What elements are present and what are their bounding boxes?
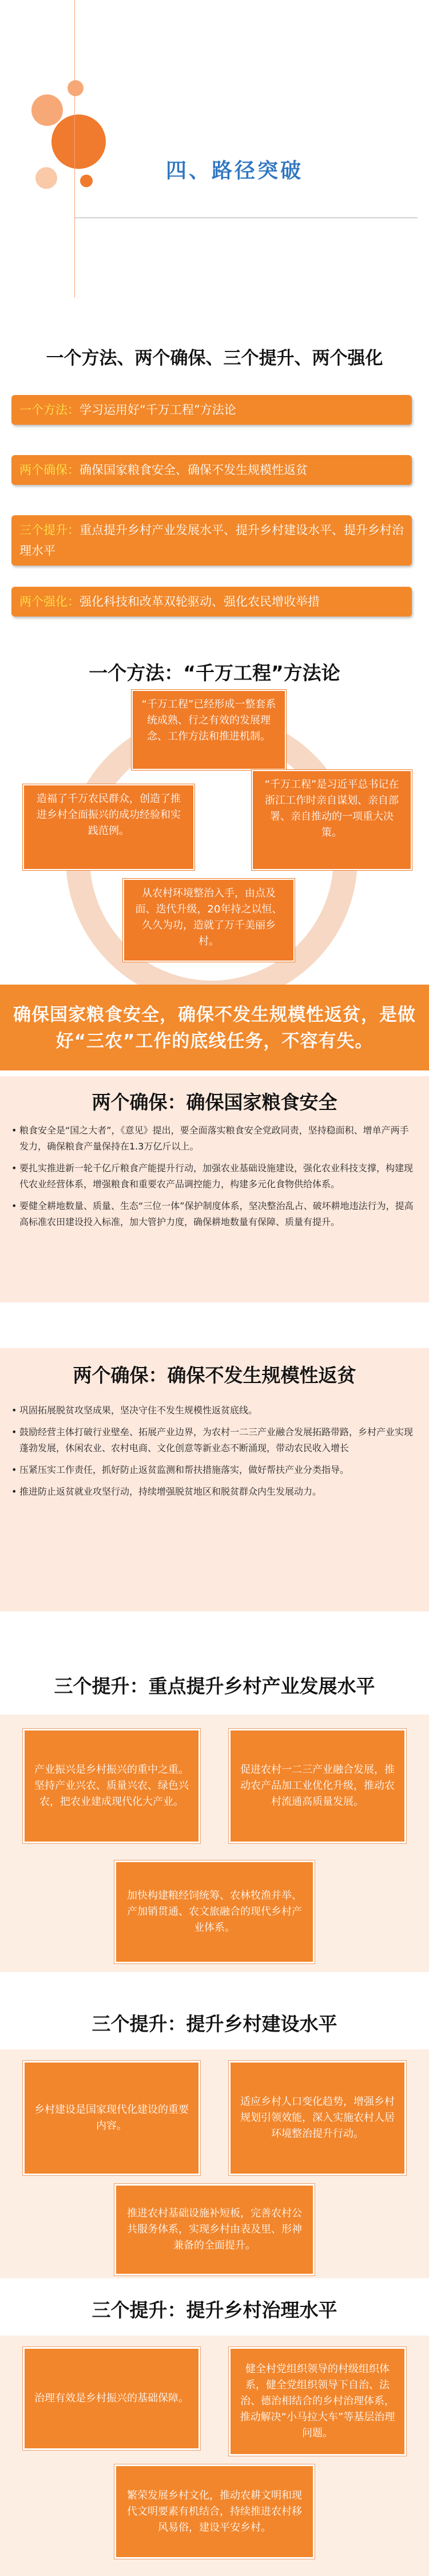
industry-box-1: 产业振兴是乡村振兴的重中之重。坚持产业兴农、质量兴农、绿色兴农，把农业建成现代化大产业。	[23, 1729, 200, 1843]
construction-heading: 三个提升：提升乡村建设水平	[92, 2013, 337, 2035]
list-item: • 粮食安全是“国之大者”，《意见》提出，要全面落实粮食安全党政同责，坚持稳面积、增单产两手发力，确保粮食产量保持在1.3万亿斤以上。	[11, 1123, 418, 1155]
method-heading: 一个方法：“千万工程”方法论	[89, 662, 340, 684]
governance-box-2: 健全村党组织领导的村级组织体系，健全党组织领导下自治、法治、德治相结合的乡村治理体系，推动解决“小马拉大车”等基层治理问题。	[229, 2347, 406, 2456]
bottom-line-banner: 确保国家粮食安全，确保不发生规模性返贫，是做好“三农”工作的底线任务，不容有失。	[0, 985, 429, 1070]
construction-box-2: 适应乡村人口变化趋势，增强乡村规划引领效能，深入实施农村人居环境整治提升行动。	[229, 2061, 406, 2175]
list-item: • 要健全耕地数量、质量、生态“三位一体”保护制度体系，坚决整治乱占、破坏耕地违法行为，提高高标准农田建设投入标准，加大管护力度，确保耕地数量有保障、质量有提升。	[11, 1198, 418, 1230]
poverty-heading: 两个确保：确保不发生规模性返贫	[73, 1364, 356, 1386]
industry-box-3: 加快构建粮经饲统筹、农林牧渔并举、产加销贯通、农文旅融合的现代乡村产业体系。	[114, 1860, 315, 1963]
summary-label: 两个确保：	[19, 463, 80, 477]
summary-text: 学习运用好“千万工程”方法论	[80, 403, 236, 417]
summary-label: 两个强化：	[19, 595, 80, 609]
industry-heading: 三个提升：重点提升乡村产业发展水平	[54, 1675, 375, 1697]
decor-vertical-line	[74, 0, 75, 298]
construction-box-1: 乡村建设是国家现代化建设的重要内容。	[23, 2061, 200, 2175]
method-box-left: 造福了千万农民群众，创造了推进乡村全面振兴的成功经验和实践范例。	[23, 784, 194, 870]
governance-heading: 三个提升：提升乡村治理水平	[92, 2299, 337, 2321]
summary-text: 强化科技和改革双轮驱动、强化农民增收举措	[80, 595, 320, 609]
summary-item-ensure	[11, 455, 412, 485]
poverty-panel	[0, 1348, 429, 1611]
summary-label: 一个方法：	[19, 403, 80, 417]
list-item: • 巩固拓展脱贫攻坚成果，坚决守住不发生规模性返贫底线。	[11, 1402, 418, 1419]
list-item: • 要扎实推进新一轮千亿斤粮食产能提升行动，加强农业基础设施建设，强化农业科技支撑，构建现代农业经营体系，增强粮食和重要农产品调控能力，构建多元化食物供给体系。	[11, 1160, 418, 1192]
summary-text: 重点提升乡村产业发展水平、提升乡村建设水平、提升乡村治理水平	[19, 523, 404, 558]
method-box-top: “千万工程”已经形成一整套系统成熟、行之有效的发展理念、工作方法和推进机制。	[132, 690, 286, 770]
list-item: • 压紧压实工作责任，抓好防止返贫监测和帮扶措施落实，做好帮扶产业分类指导。	[11, 1462, 418, 1478]
decor-circle-tiny	[35, 167, 57, 189]
summary-item-method	[11, 395, 412, 425]
decor-circle-mini	[80, 175, 93, 187]
method-box-bottom: 从农村环境整治入手，由点及面、迭代升级，20年持之以恒、久久为功，造就了万千美丽乡村。	[123, 879, 295, 962]
summary-heading: 一个方法、两个确保、三个提升、两个强化	[46, 348, 383, 369]
decor-circle-medium	[31, 94, 63, 126]
section-title: 四、路径突破	[166, 159, 304, 183]
header	[0, 0, 429, 240]
summary-label: 三个提升：	[19, 523, 80, 537]
construction-box-3: 推进农村基础设施补短板，完善农村公共服务体系，实现乡村由表及里、形神兼备的全面提升。	[114, 2184, 315, 2275]
summary-text: 确保国家粮食安全、确保不发生规模性返贫	[80, 463, 308, 477]
summary-item-improve	[11, 515, 412, 566]
list-item: • 鼓励经营主体打破行业壁垒、拓展产业边界，为农村一二三产业融合发展拓路带路，乡村产业实现蓬勃发展，休闲农业、农村电商、文化创意等新业态不断涌现，带动农民收入增长	[11, 1424, 418, 1456]
method-box-right: “千万工程”是习近平总书记在浙江工作时亲自谋划、亲自部署、亲自推动的一项重大决策。	[252, 770, 412, 870]
decor-circle-large	[51, 114, 106, 169]
food-security-panel	[0, 1076, 429, 1302]
food-security-heading: 两个确保：确保国家粮食安全	[92, 1091, 337, 1113]
industry-box-2: 促进农村一二三产业融合发展，推动农产品加工业优化升级，推动农村流通高质量发展。	[229, 1729, 406, 1843]
governance-box-3: 繁荣发展乡村文化，推动农耕文明和现代文明要素有机结合，持续推进农村移风易俗，建设平安乡村。	[114, 2464, 315, 2559]
summary-item-strengthen	[11, 587, 412, 617]
governance-box-1: 治理有效是乡村振兴的基础保障。	[23, 2347, 200, 2450]
list-item: • 推进防止返贫就业攻坚行动，持续增强脱贫地区和脱贫群众内生发展动力。	[11, 1484, 418, 1500]
decor-circle-small	[67, 80, 84, 96]
